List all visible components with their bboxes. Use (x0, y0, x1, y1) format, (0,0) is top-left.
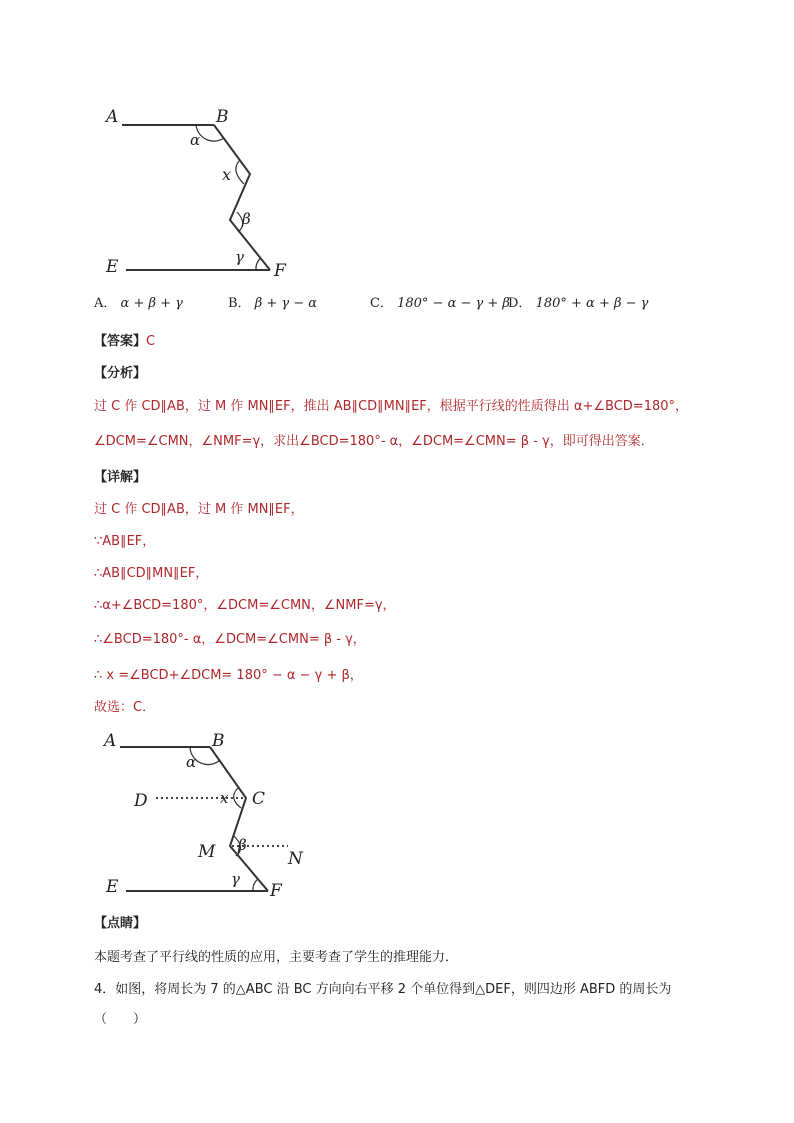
option-a-expr: α + β + γ (120, 296, 183, 311)
label-d-2: D (134, 791, 148, 811)
label-beta-2: β (238, 836, 247, 854)
label-gamma: γ (235, 248, 244, 266)
label-gamma-2: γ (231, 870, 240, 888)
detail-line-6: ∴ x =∠BCD+∠DCM= 180° − α − γ + β， (94, 668, 363, 683)
option-b[interactable] (228, 292, 317, 311)
option-a-letter: A． (94, 296, 117, 311)
label-b-2: B (212, 731, 225, 751)
label-f: F (274, 261, 286, 280)
detail-line-7: 故选：C． (94, 700, 156, 715)
label-m-2: M (198, 842, 216, 862)
answer-tag: 【答案】 (94, 334, 147, 349)
label-x: x (222, 165, 232, 184)
comment-text: 本题考查了平行线的性质的应用，主要考查了学生的推理能力． (94, 950, 459, 965)
label-c-2: C (252, 789, 266, 809)
option-c-expr: 180° − α − γ + β (397, 296, 510, 311)
label-a: A (106, 107, 119, 127)
question-4-line-1: 4．如图，将周长为 7 的△ABC 沿 BC 方向向右平移 2 个单位得到△DEF，则四边形 ABFD 的周长为 (94, 982, 672, 997)
figure-1-svg (98, 100, 298, 280)
label-e: E (106, 257, 119, 277)
detail-line-1: 过 C 作 CD∥AB，过 M 作 MN∥EF， (94, 502, 304, 517)
option-a[interactable] (94, 292, 183, 311)
option-c-letter: C． (370, 296, 393, 311)
option-d-letter: D． (508, 296, 532, 311)
label-beta: β (242, 210, 251, 228)
option-b-letter: B． (228, 296, 251, 311)
figure-2-svg (98, 726, 318, 900)
label-x-2: x (220, 789, 229, 807)
figure-1 (98, 100, 298, 280)
label-b: B (216, 107, 229, 127)
label-alpha: α (190, 131, 201, 149)
question-4-line-2: （ ） (94, 1012, 147, 1027)
comment-tag: 【点睛】 (94, 916, 147, 931)
detail-line-4: ∴α+∠BCD=180°，∠DCM=∠CMN，∠NMF=γ， (94, 598, 396, 613)
detail-line-5: ∴∠BCD=180°- α，∠DCM=∠CMN= β - γ， (94, 632, 366, 647)
analysis-tag: 【分析】 (94, 366, 147, 381)
label-n-2: N (288, 849, 303, 869)
label-e-2: E (106, 877, 119, 897)
detail-line-3: ∴AB∥CD∥MN∥EF， (94, 566, 209, 581)
figure-2 (98, 726, 318, 900)
option-d[interactable] (508, 292, 648, 311)
analysis-line-2: ∠DCM=∠CMN，∠NMF=γ，求出∠BCD=180°- α，∠DCM=∠CMN= β - γ，即可得出答案． (94, 434, 654, 449)
label-alpha-2: α (186, 753, 197, 771)
option-d-expr: 180° + α + β − γ (535, 296, 649, 311)
answer-value: C (146, 334, 156, 349)
analysis-line-1: 过 C 作 CD∥AB，过 M 作 MN∥EF，推出 AB∥CD∥MN∥EF，根据平行线的性质得出 α+∠BCD=180°， (94, 399, 689, 414)
option-b-expr: β + γ − α (254, 296, 318, 311)
label-f-2: F (270, 881, 282, 900)
detail-tag: 【详解】 (94, 470, 147, 485)
label-a-2: A (104, 731, 117, 751)
answer-line (94, 330, 155, 349)
detail-line-2: ∵AB∥EF， (94, 534, 156, 549)
option-c[interactable] (370, 292, 510, 311)
